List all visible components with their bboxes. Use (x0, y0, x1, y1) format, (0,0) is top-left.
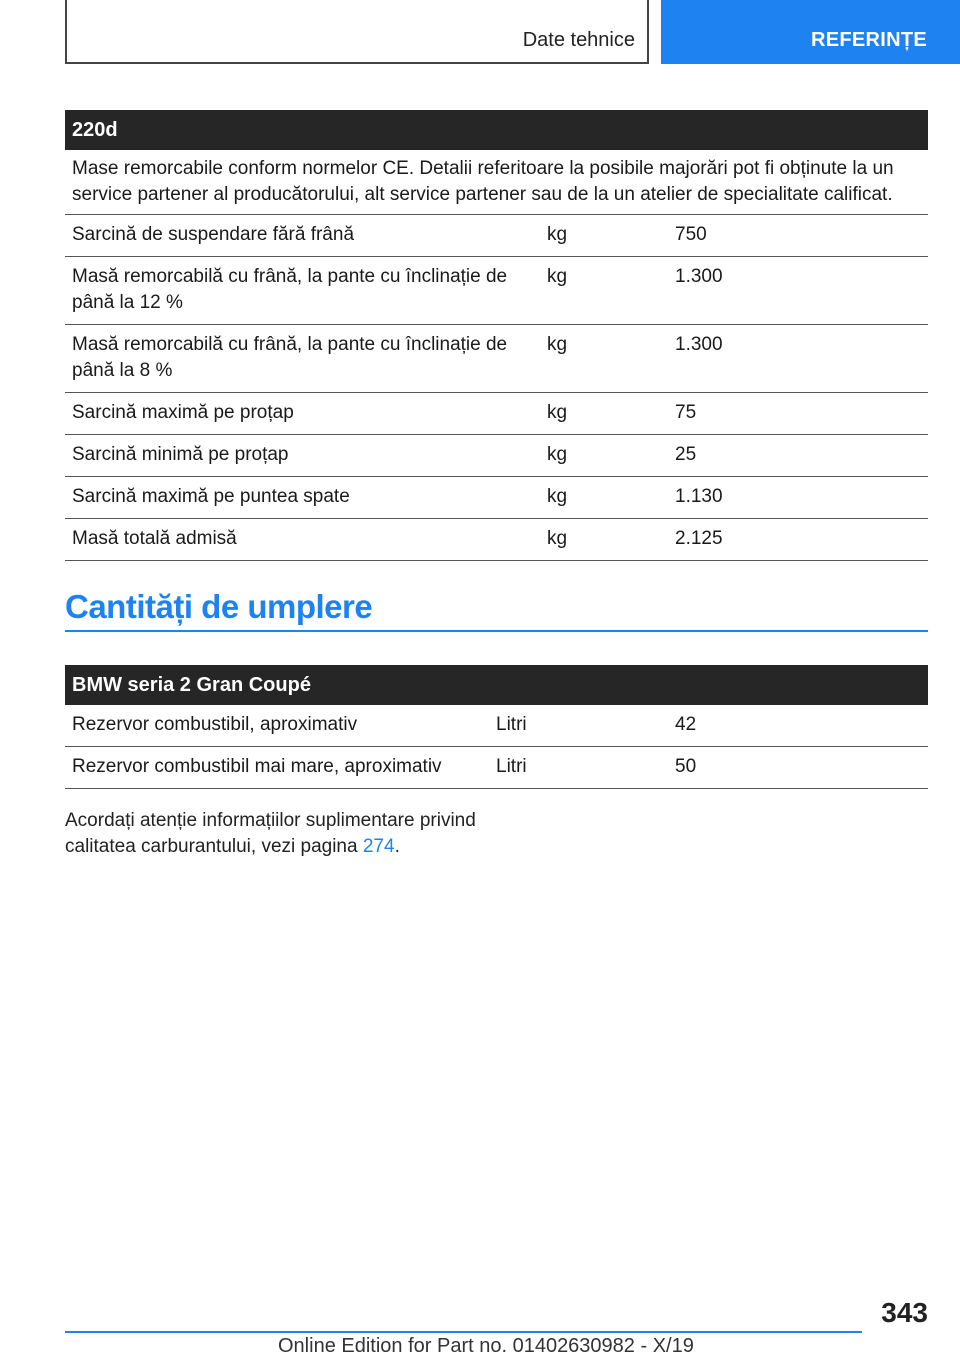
row-unit: kg (547, 528, 568, 549)
footer-divider (65, 1331, 862, 1333)
fuel-capacity-table (65, 665, 928, 789)
row-value: 50 (675, 756, 697, 777)
note-suffix: . (394, 836, 400, 857)
table-row (65, 325, 928, 393)
section-divider (65, 630, 928, 632)
table-row (65, 215, 928, 257)
row-label: Sarcină de suspendare fără frână (72, 224, 355, 245)
table-row (65, 477, 928, 519)
row-value: 1.300 (675, 266, 723, 287)
table-row (65, 435, 928, 477)
row-unit: kg (547, 402, 568, 423)
row-label: Masă remorcabilă cu frână, la pante cu înclinație de până la 12 % (72, 266, 508, 313)
table-row (65, 519, 928, 561)
row-label: Rezervor combustibil mai mare, aproximativ (72, 756, 442, 777)
row-value: 42 (675, 714, 697, 735)
table-row (65, 393, 928, 435)
table-row (65, 747, 928, 789)
section-title: Cantități de umplere (65, 588, 373, 625)
row-unit: Litri (496, 756, 527, 777)
page-reference-link[interactable]: 274 (362, 836, 395, 857)
row-label: Rezervor combustibil, aproximativ (72, 714, 358, 735)
row-value: 1.300 (675, 334, 723, 355)
fuel-quality-note (65, 808, 505, 860)
row-label: Sarcină minimă pe proțap (72, 444, 289, 465)
page-number: 343 (881, 1297, 928, 1328)
row-value: 25 (675, 444, 697, 465)
table-row (65, 257, 928, 325)
row-value: 2.125 (675, 528, 723, 549)
header-section-tab (65, 0, 649, 64)
note-text: Acordați atenție informațiilor suplimentare privind calitatea carburantului, vezi pagina (65, 810, 476, 857)
row-label: Masă totală admisă (72, 528, 237, 549)
row-value: 75 (675, 402, 697, 423)
row-unit: Litri (496, 714, 527, 735)
row-unit: kg (547, 224, 568, 245)
row-unit: kg (547, 444, 568, 465)
trailer-load-table (65, 110, 928, 561)
row-label: Sarcină maximă pe puntea spate (72, 486, 350, 507)
row-value: 1.130 (675, 486, 723, 507)
row-unit: kg (547, 334, 568, 355)
row-unit: kg (547, 486, 568, 507)
table-row (65, 705, 928, 747)
row-value: 750 (675, 224, 707, 245)
table-note: Mase remorcabile conform normelor CE. Detalii referitoare la posibile majorări pot fi obținute la un service partener al producătorului, alt service partener sau de la un atelier de specialitate calificat. (65, 150, 928, 215)
row-label: Sarcină maximă pe proțap (72, 402, 294, 423)
header-chapter-label: REFERINȚE (810, 29, 927, 51)
header-chapter-tab[interactable] (661, 0, 960, 64)
header-section-label: Date tehnice (522, 29, 635, 51)
row-label: Masă remorcabilă cu frână, la pante cu înclinație de până la 8 % (72, 334, 508, 381)
row-unit: kg (547, 266, 568, 287)
footer-edition: Online Edition for Part no. 01402630982 - X/19 (278, 1335, 694, 1357)
table-title: BMW seria 2 Gran Coupé (65, 665, 928, 705)
table-title: 220d (65, 110, 928, 150)
